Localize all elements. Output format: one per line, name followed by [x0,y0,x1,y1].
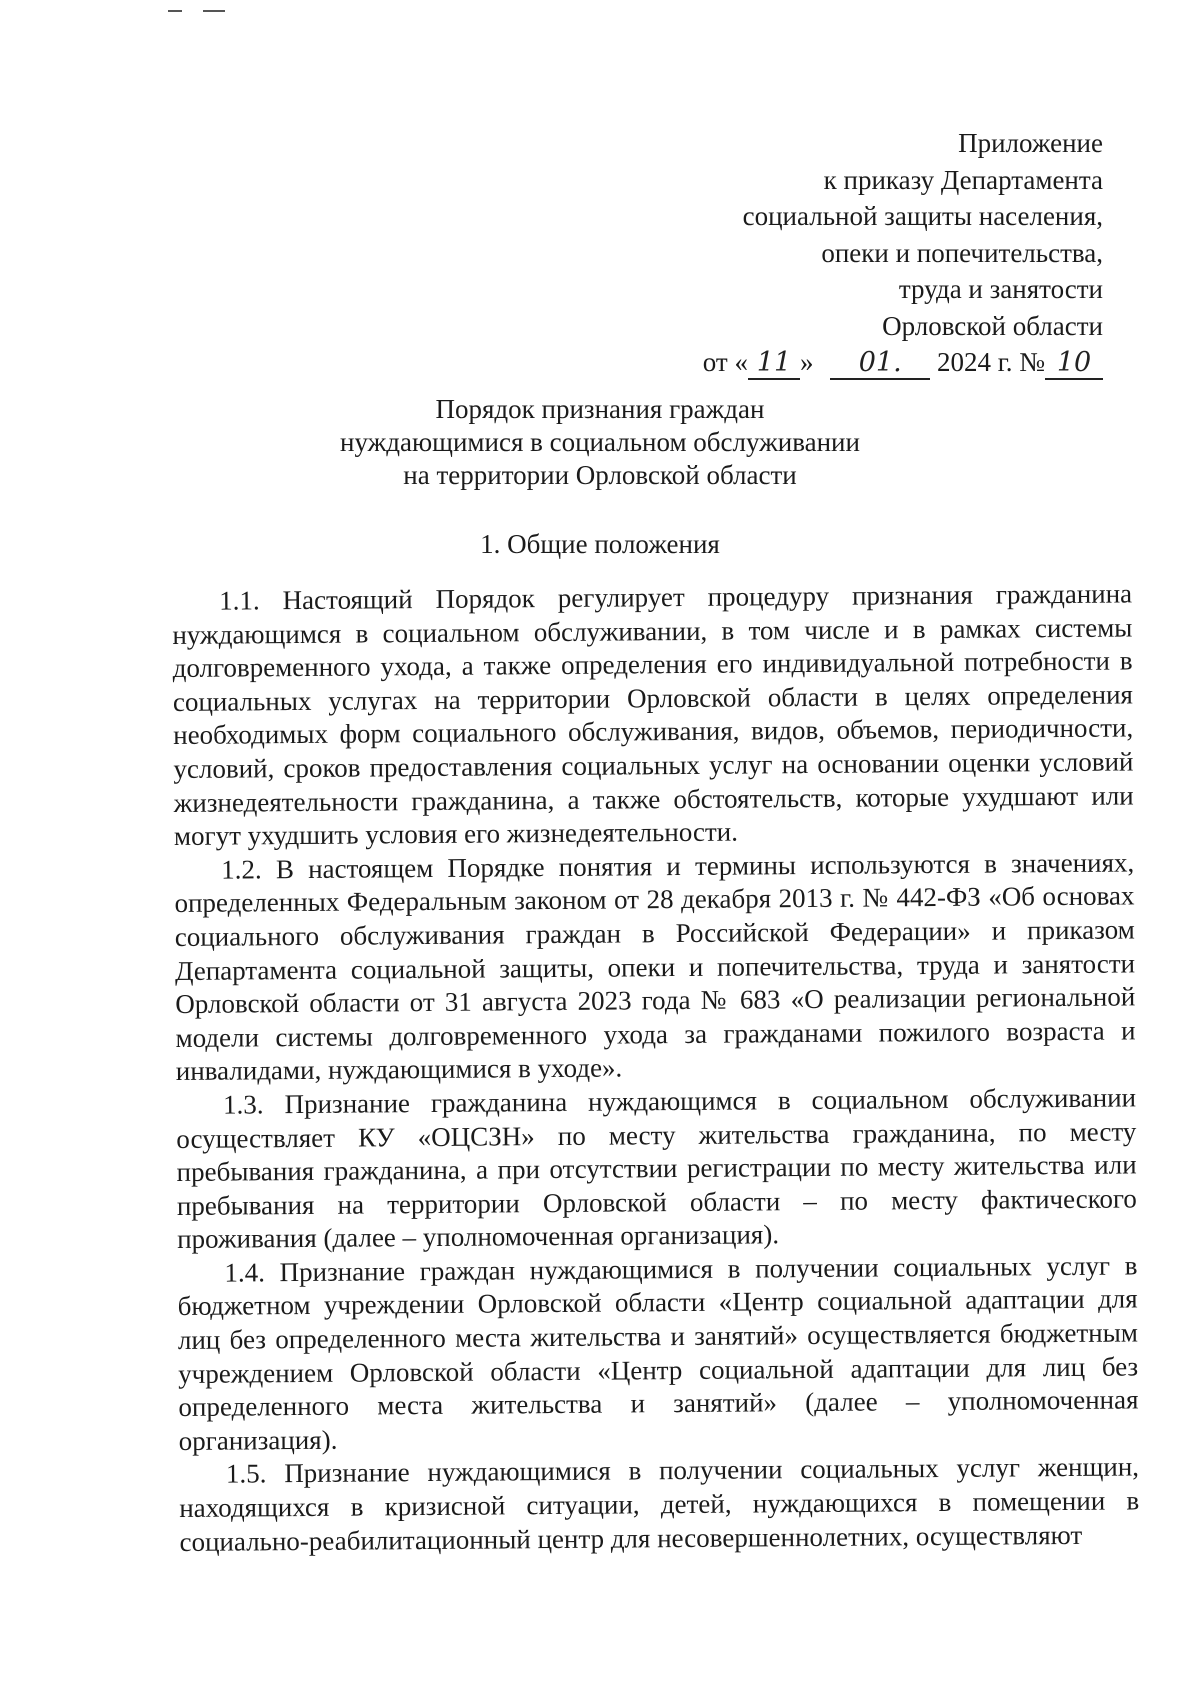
document-body [172,577,1140,1559]
appendix-line: социальной защиты населения, [742,201,1103,231]
order-date-line [703,344,1103,381]
scan-artifact [203,10,225,12]
title-line: Порядок признания граждан [435,394,765,424]
handwritten-number: 10 [1045,348,1103,380]
appendix-block [703,125,1103,381]
paragraph: 1.3. Признание гражданина нуждающимся в социальном обслуживании осуществляет КУ «ОЦСЗН» по месту жительства гражданина, по месту пребывания гражданина, а при отсутствии регистрации по месту жительства или пребывания на территории Орловской области – по месту фактического проживания (далее – уполномоченная организация). [176,1082,1137,1255]
scan-artifact [168,10,182,12]
handwritten-day: 11 [748,348,800,380]
paragraph: 1.4. Признание граждан нуждающимися в получении социальных услуг в бюджетном учреждении Орловской области «Центр социальной адаптации для лиц без определенного места жительства и занятий» осуществляется бюджетным учреждением Орловской области «Центр социальной адаптации для лиц без определенного места жительства и занятий» (далее – уполномоченная организация). [177,1250,1139,1456]
document-title [300,393,900,492]
handwritten-month: 01. [830,348,930,380]
title-line: нуждающимися в социальном обслуживании [340,427,860,457]
appendix-line: Приложение [958,128,1103,158]
appendix-line: опеки и попечительства, [821,237,1103,268]
appendix-line: к приказу Департамента [823,164,1103,195]
paragraph: 1.5. Признание нуждающимися в получении социальных услуг женщин, находящихся в кризисной ситуации, детей, нуждающихся в помещении в социально-реабилитационный центр для несовершеннолетних, осуществляют [179,1451,1140,1557]
title-line: на территории Орловской области [403,460,797,490]
appendix-line: труда и занятости [898,274,1103,304]
date-prefix: от « [702,347,748,377]
paragraph: 1.1. Настоящий Порядок регулирует процедуру признания гражданина нуждающимся в социальном обслуживании, в том числе и в рамках системы долговременного ухода, а также определения его индивидуальной потребности в социальных услугах на территории Орловской области в целях определения необходимых форм социального обслуживания, видов, объемов, периодичности, условий, сроков предоставления социальных услуг на основании оценки условий жизнедеятельности гражданина, а также обстоятельств, которые ухудшают или могут ухудшить условия его жизнедеятельности. [172,578,1134,852]
date-mid: » [799,347,814,377]
date-year: 2024 г. № [936,347,1045,377]
section-heading: 1. Общие положения [480,529,720,559]
appendix-line: Орловской области [882,310,1103,341]
paragraph: 1.2. В настоящем Порядке понятия и термины используются в значениях, определенных Федеральным законом от 28 декабря 2013 г. № 442-ФЗ «Об основах социального обслуживания граждан в Российской Федерации» и приказом Департамента социальной защиты, опеки и попечительства, труда и занятости Орловской области от 31 августа 2023 года № 683 «О реализации региональной модели системы долговременного ухода за гражданами пожилого возраста и инвалидами, нуждающимися в уходе». [174,847,1136,1087]
